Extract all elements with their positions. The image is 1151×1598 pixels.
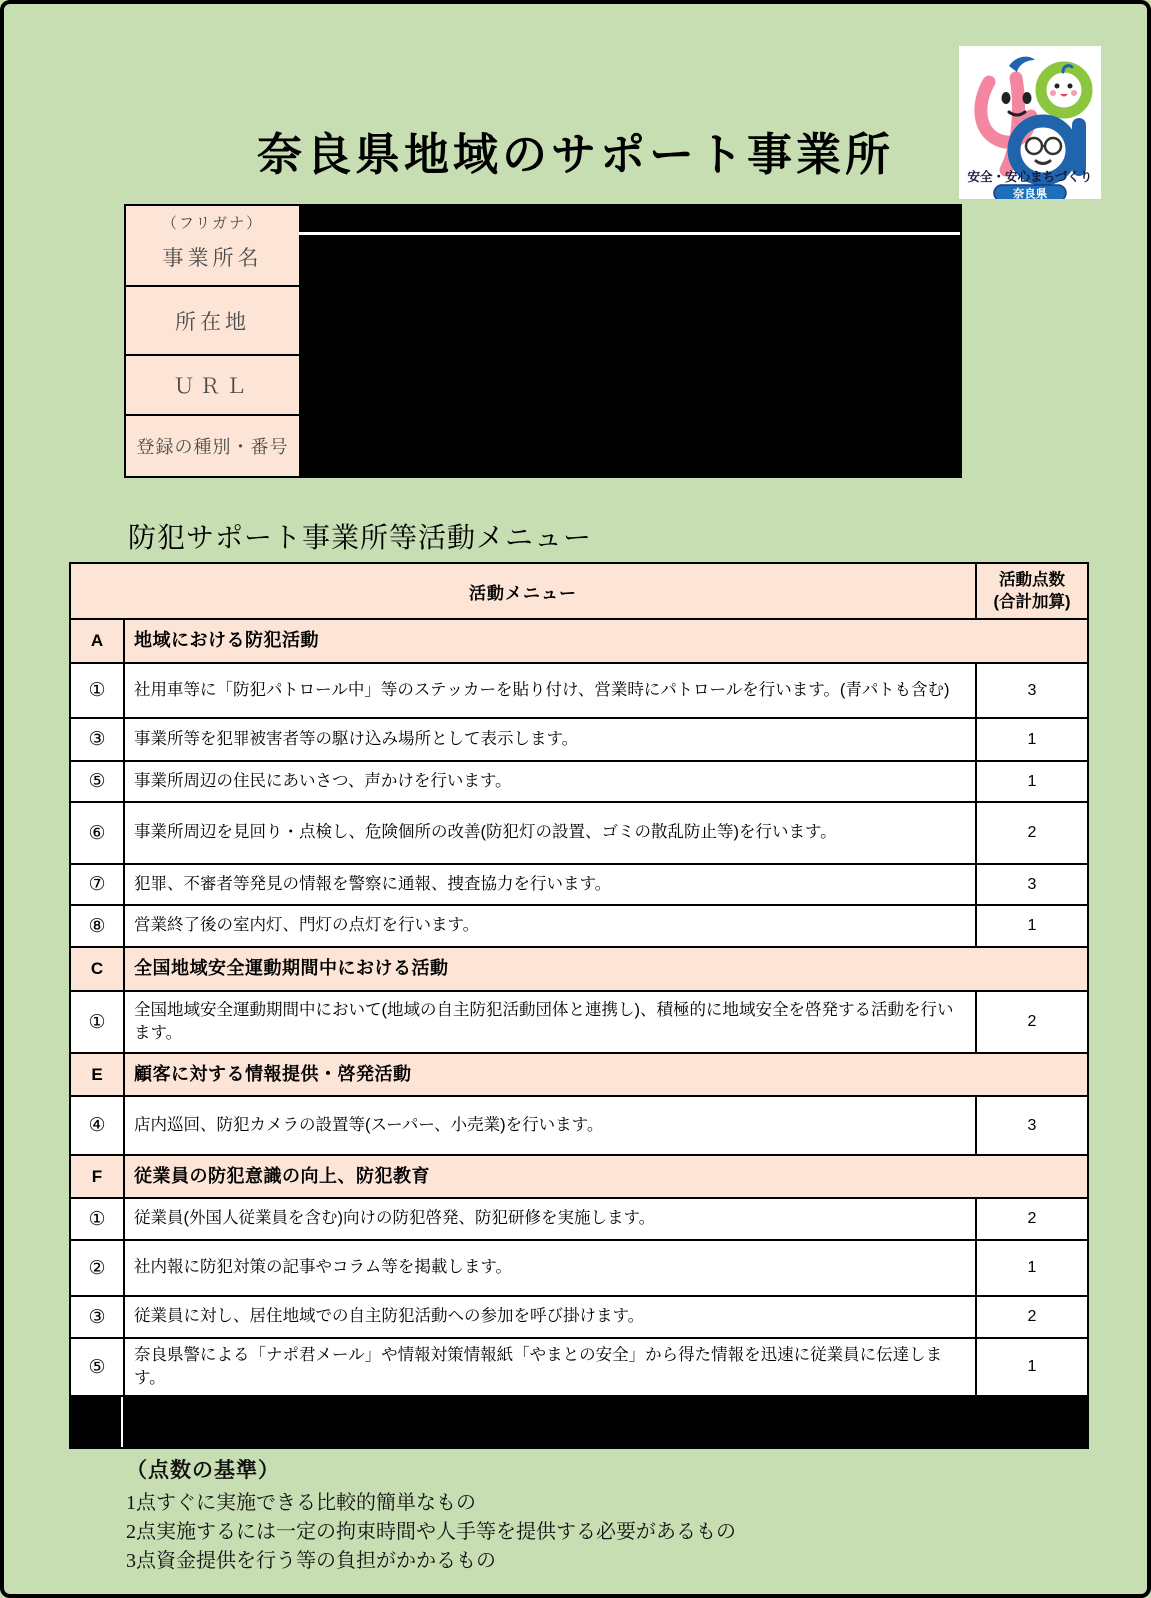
menu-column-header: 活動メニュー: [469, 583, 577, 603]
section-row-E: [71, 1052, 1087, 1095]
registration-label: 登録の種別・番号: [126, 416, 299, 476]
item-text: 事業所周辺の住民にあいさつ、声かけを行います。: [123, 762, 975, 801]
item-points: 1: [975, 1339, 1087, 1395]
section-row-A: [71, 618, 1087, 662]
item-number: ②: [88, 1257, 106, 1279]
activity-row: [71, 717, 1087, 760]
item-text: 店内巡回、防犯カメラの設置等(スーパー、小売業)を行います。: [123, 1097, 975, 1154]
activity-row: [71, 990, 1087, 1052]
item-text: 事業所周辺を見回り・点検し、危険個所の改善(防犯灯の設置、ゴミの散乱防止等)を行います。: [123, 803, 975, 863]
business-name-label: （フリガナ） 事業所名: [126, 206, 299, 285]
criteria-heading: （点数の基準）: [126, 1458, 280, 1482]
item-text: 事業所等を犯罪被害者等の駆け込み場所として表示します。: [123, 719, 975, 760]
business-name-value-redacted: [299, 206, 960, 285]
activity-row: [71, 760, 1087, 801]
furigana-label: （フリガナ）: [161, 215, 264, 232]
item-number: ①: [88, 680, 106, 701]
item-number: ③: [88, 729, 106, 750]
safety-town-logo: [959, 46, 1101, 199]
item-number: ⑤: [88, 1356, 106, 1378]
item-number: ⑧: [88, 915, 106, 937]
activity-menu-heading: 防犯サポート事業所等活動メニュー: [128, 522, 593, 553]
redacted-cell: [71, 1397, 123, 1447]
item-number: ④: [88, 1115, 106, 1136]
activity-table: [69, 562, 1089, 1449]
item-points: 2: [975, 992, 1087, 1052]
mascot-logo-icon: [959, 46, 1101, 199]
activity-row: [71, 1197, 1087, 1239]
section-title: 地域における防犯活動: [123, 620, 1087, 662]
points-column-header: 活動点数 (合計加算): [975, 564, 1087, 618]
activity-table-header: [71, 564, 1087, 618]
logo-badge: 奈良県: [1012, 188, 1048, 199]
item-number: ③: [88, 1306, 106, 1328]
criteria-line-2: 2点実施するには一定の拘束時間や人手等を提供する必要があるもの: [126, 1521, 736, 1543]
url-value-redacted: [299, 356, 960, 414]
item-points: 1: [975, 1241, 1087, 1295]
item-points: 1: [975, 762, 1087, 801]
activity-row: [71, 1239, 1087, 1295]
section-code: F: [91, 1166, 103, 1186]
criteria-line-3: 3点資金提供を行う等の負担がかかるもの: [126, 1550, 496, 1572]
page-title: 奈良県地域のサポート事業所: [256, 129, 894, 180]
criteria-line-1: 1点すぐに実施できる比較的簡単なもの: [126, 1492, 476, 1514]
activity-row: [71, 1095, 1087, 1154]
item-number: ①: [88, 1011, 106, 1033]
item-text: 全国地域安全運動期間中において(地域の自主防犯活動団体と連携し)、積極的に地域安全を啓発する活動を行います。: [123, 992, 975, 1052]
section-code: C: [90, 959, 104, 978]
item-text: 犯罪、不審者等発見の情報を警察に通報、捜査協力を行います。: [123, 865, 975, 904]
section-row-F: [71, 1154, 1087, 1197]
section-row-C: [71, 946, 1087, 990]
item-text: 従業員に対し、居住地域での自主防犯活動への参加を呼び掛けます。: [123, 1297, 975, 1337]
section-title: 従業員の防犯意識の向上、防犯教育: [123, 1156, 1087, 1197]
activity-row: [71, 801, 1087, 863]
establishment-form: [124, 204, 962, 478]
form-row-business-name: [126, 206, 960, 285]
redacted-cell: [123, 1397, 1087, 1447]
item-number: ⑤: [88, 771, 106, 792]
address-value-redacted: [299, 287, 960, 354]
item-points: 3: [975, 1097, 1087, 1154]
item-points: 1: [975, 719, 1087, 760]
activity-row: [71, 1295, 1087, 1337]
activity-row: [71, 662, 1087, 717]
form-row-registration: [126, 414, 960, 476]
activity-row: [71, 1337, 1087, 1395]
activity-row: [71, 904, 1087, 946]
item-text: 社用車等に「防犯パトロール中」等のステッカーを貼り付け、営業時にパトロールを行います。(青パトも含む): [123, 664, 975, 717]
logo-tagline: 安全・安心まちづくり: [967, 170, 1093, 184]
url-label: ＵＲＬ: [126, 356, 299, 414]
item-text: 従業員(外国人従業員を含む)向けの防犯啓発、防犯研修を実施します。: [123, 1199, 975, 1239]
section-title: 全国地域安全運動期間中における活動: [123, 948, 1087, 990]
redacted-row: [71, 1395, 1087, 1447]
item-points: 2: [975, 1199, 1087, 1239]
item-number: ①: [88, 1208, 106, 1230]
points-criteria: [126, 1454, 736, 1576]
item-number: ⑥: [88, 822, 106, 844]
item-points: 1: [975, 906, 1087, 946]
item-points: 2: [975, 803, 1087, 863]
section-code: E: [91, 1064, 103, 1084]
form-row-url: [126, 354, 960, 414]
item-number: ⑦: [88, 874, 106, 895]
item-points: 3: [975, 865, 1087, 904]
address-label: 所在地: [126, 287, 299, 354]
section-title: 顧客に対する情報提供・啓発活動: [123, 1054, 1087, 1095]
registration-value-redacted: [299, 416, 960, 476]
item-text: 社内報に防犯対策の記事やコラム等を掲載します。: [123, 1241, 975, 1295]
item-text: 営業終了後の室内灯、門灯の点灯を行います。: [123, 906, 975, 946]
section-code: A: [90, 631, 104, 650]
activity-row: [71, 863, 1087, 904]
form-row-address: [126, 285, 960, 354]
item-points: 2: [975, 1297, 1087, 1337]
furigana-separator: [299, 232, 960, 235]
item-points: 3: [975, 664, 1087, 717]
item-text: 奈良県警による「ナポ君メール」や情報対策情報紙「やまとの安全」から得た情報を迅速に従業員に伝達します。: [123, 1339, 975, 1395]
